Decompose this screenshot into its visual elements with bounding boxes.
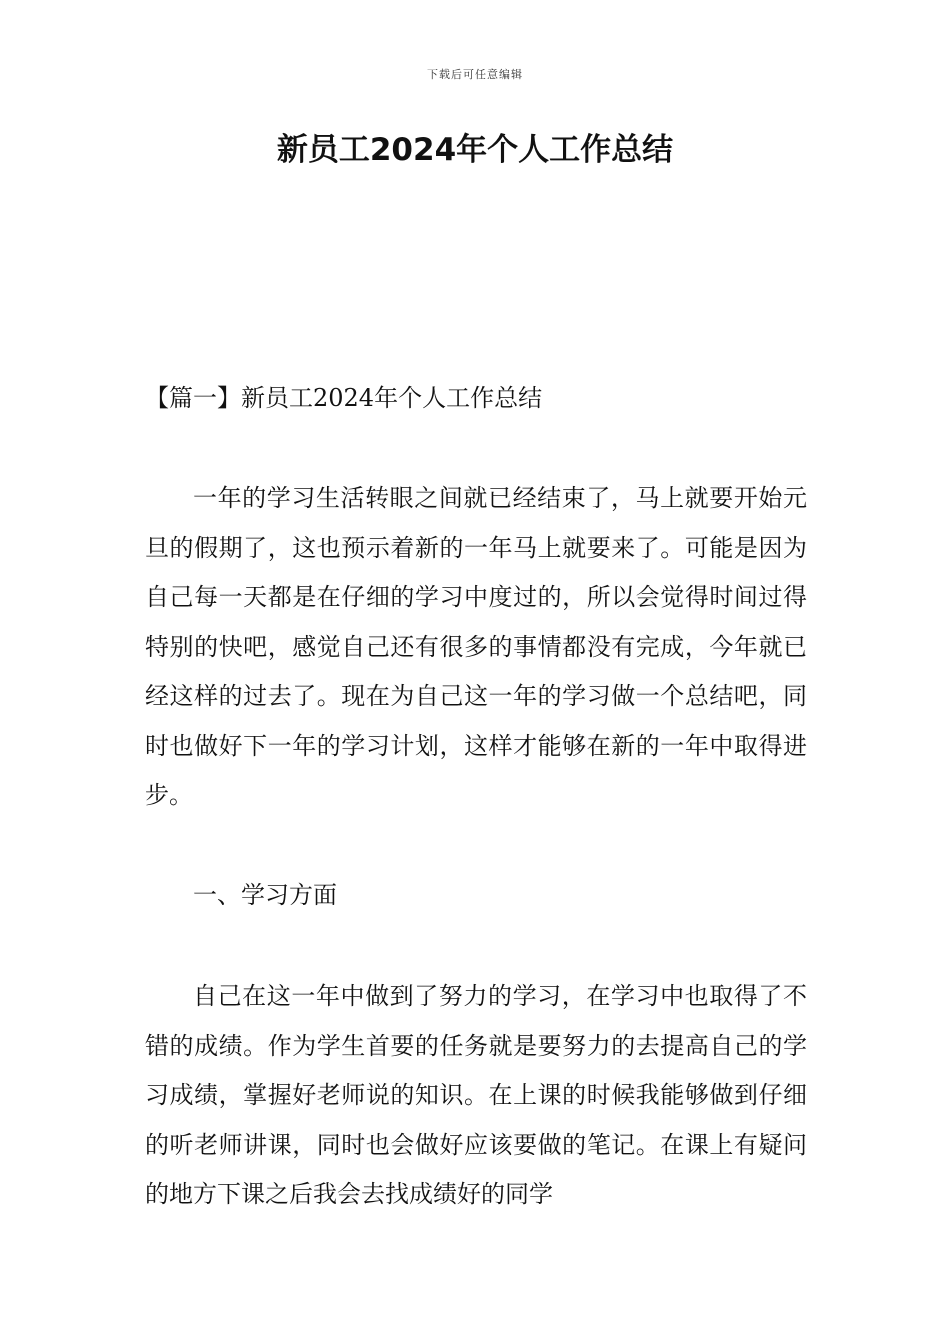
header-note: 下载后可任意编辑 [427,68,523,81]
section-heading: 【篇一】新员工2024年个人工作总结 [145,384,543,412]
paragraph-study: 自己在这一年中做到了努力的学习，在学习中也取得了不错的成绩。作为学生首要的任务就是要努力的去提高自己的学习成绩，掌握好老师说的知识。在上课的时候我能够做到仔细的听老师讲课，同时也会做好应该要做的笔记。在课上有疑问的地方下课之后我会去找成绩好的同学 [145,982,807,1208]
paragraph-intro: 一年的学习生活转眼之间就已经结束了，马上就要开始元旦的假期了，这也预示着新的一年马上就要来了。可能是因为自己每一天都是在仔细的学习中度过的，所以会觉得时间过得特别的快吧，感觉自己还有很多的事情都没有完成，今年就已经这样的过去了。现在为自己这一年的学习做一个总结吧，同时也做好下一年的学习计划，这样才能够在新的一年中取得进步。 [145,484,807,809]
document-title: 新员工2024年个人工作总结 [276,132,674,168]
sub-heading-study: 一、学习方面 [193,881,337,909]
